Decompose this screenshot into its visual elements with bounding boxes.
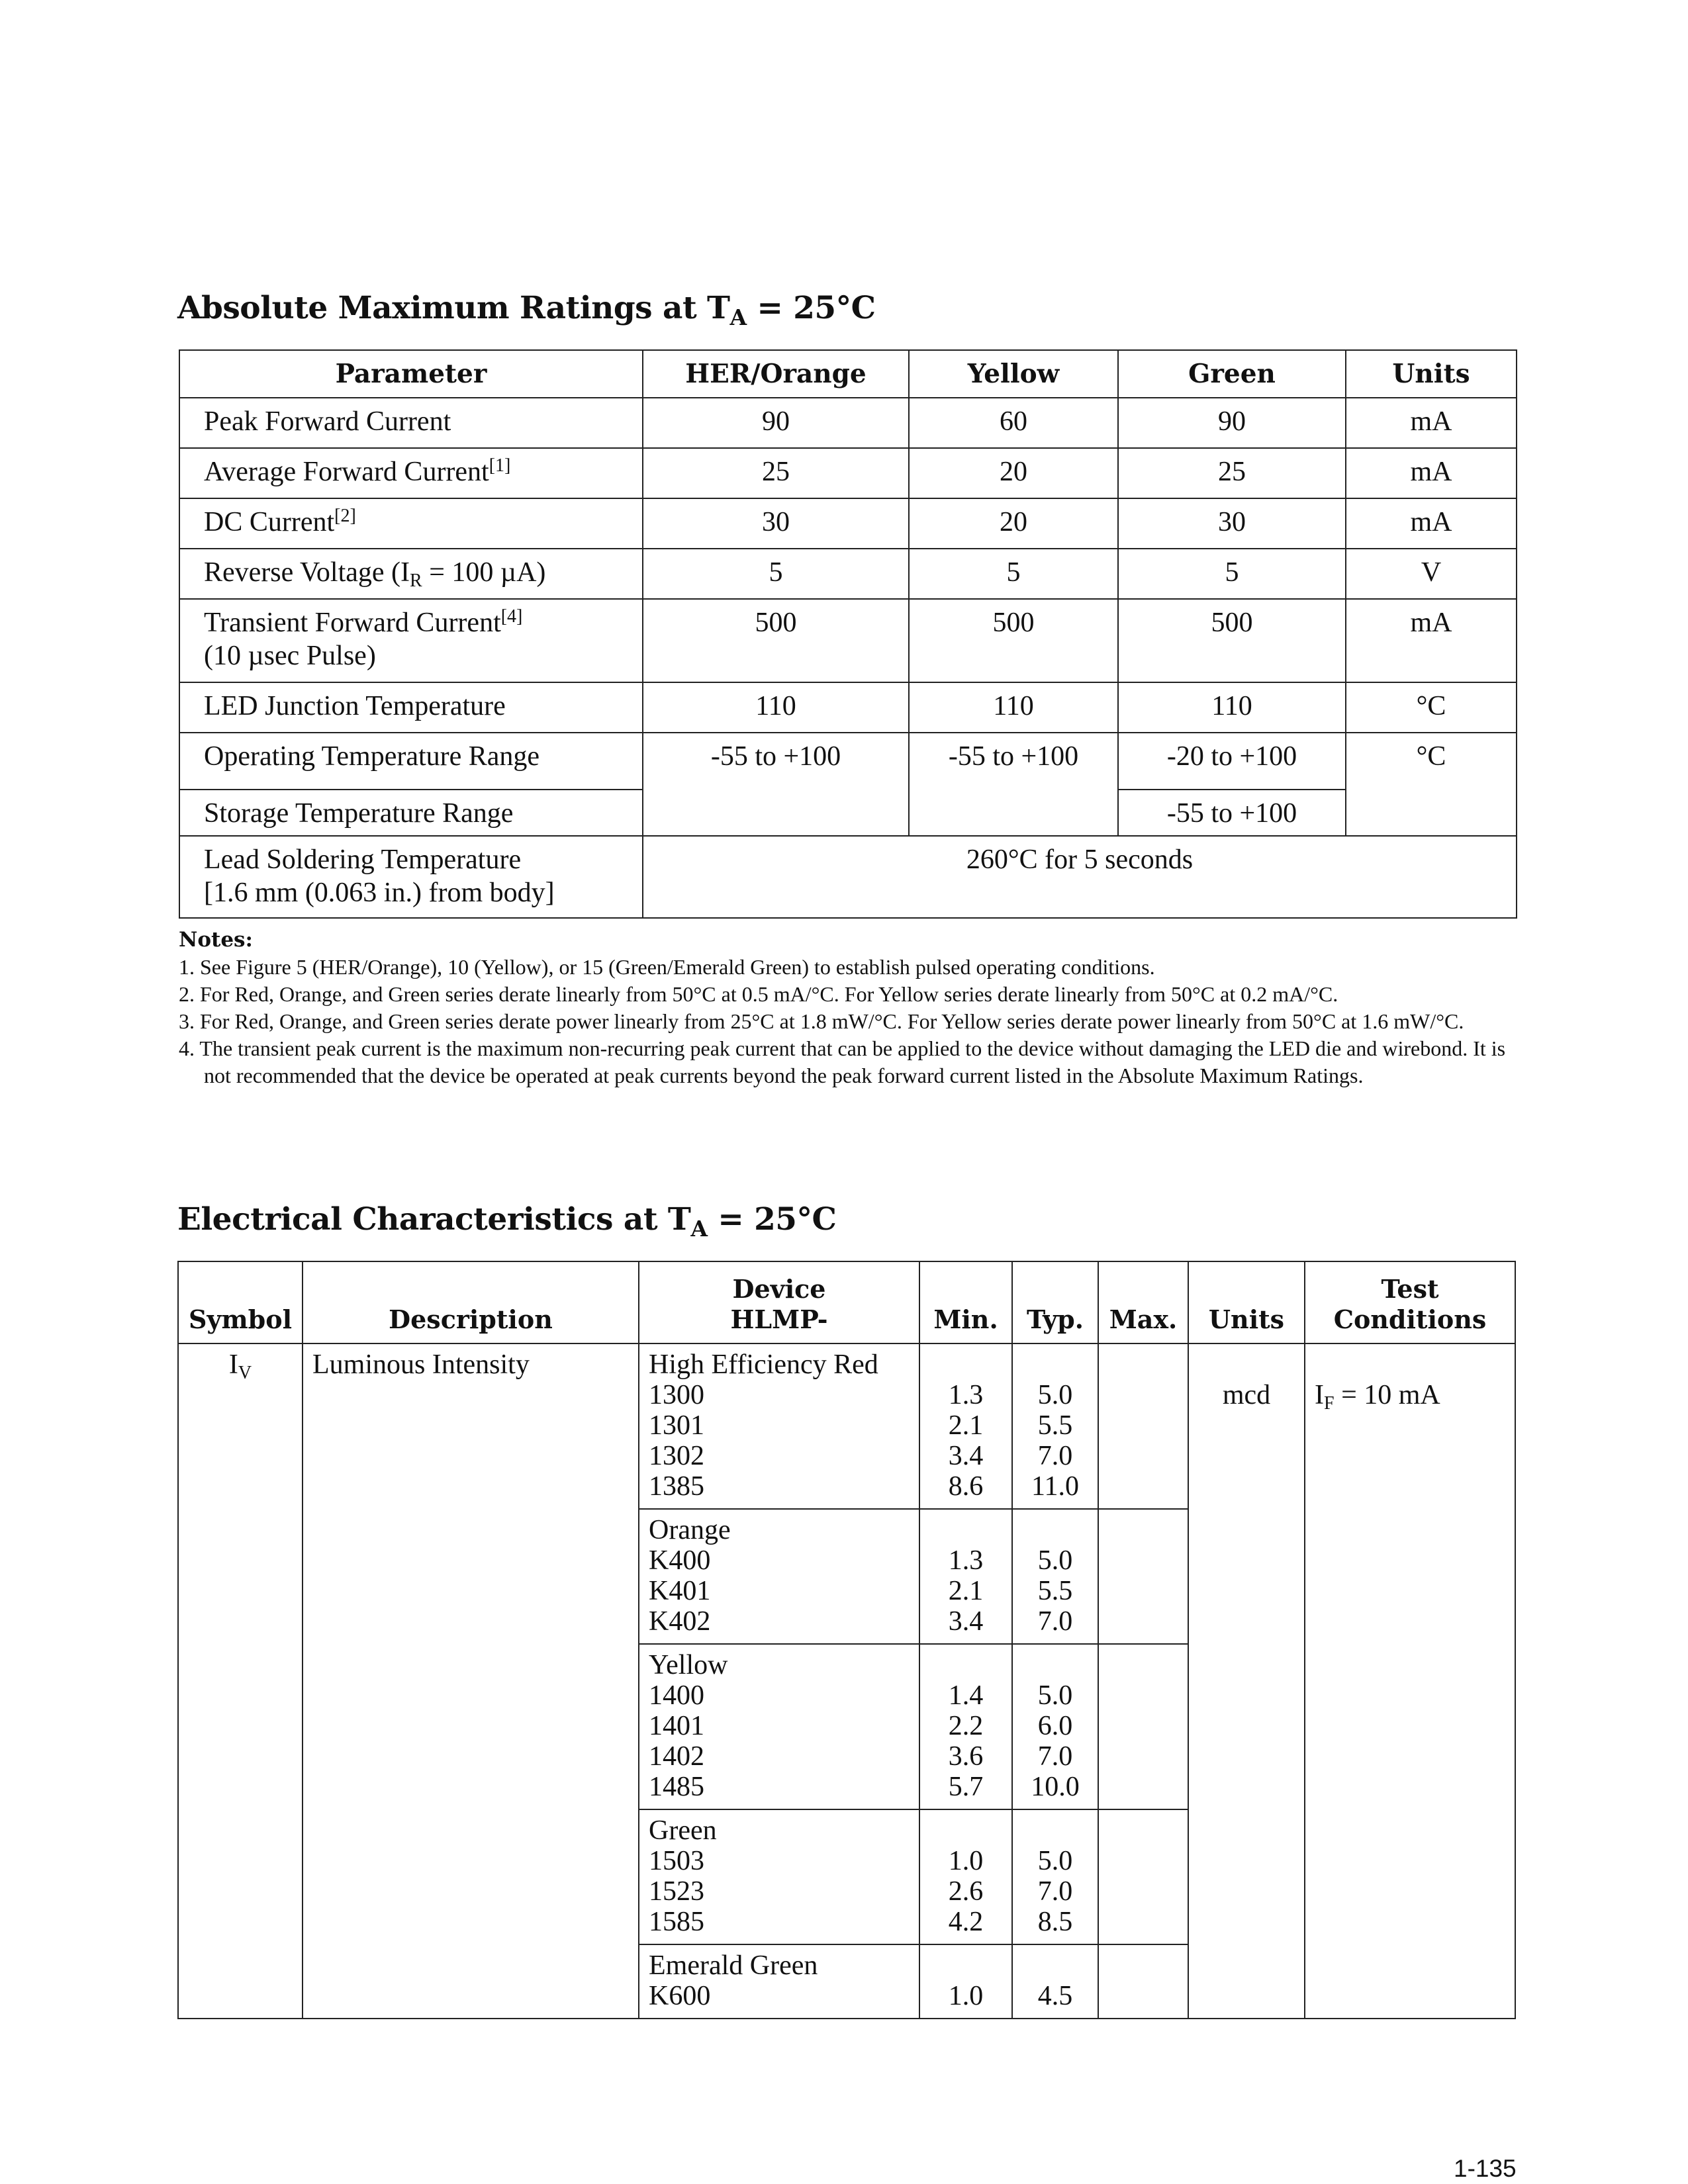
table-header-row: [179, 350, 1517, 398]
device-number: 1485: [649, 1772, 704, 1802]
min-value: 2.1: [948, 1410, 984, 1441]
typ-value: 7.0: [1037, 1441, 1073, 1471]
param-cell: Reverse Voltage ($I_R = 100$ µA): [179, 549, 643, 599]
typ-cell: [1012, 1509, 1098, 1644]
green-value: 500: [1118, 599, 1346, 682]
header-symbol: Symbol: [178, 1261, 303, 1343]
param-cell: Storage Temperature Range: [179, 790, 643, 836]
note-item: 2. For Red, Orange, and Green series derate linearly from 50°C at 0.5 mA/°C. For Yellow series derate linearly from 50°C at 0.2 mA/°C.: [179, 982, 1338, 1006]
yellow-value: 500: [909, 599, 1118, 682]
typ-value: 8.5: [1037, 1907, 1073, 1937]
device-number: 1300: [649, 1380, 704, 1410]
device-group-cell: [639, 1509, 919, 1644]
notes-heading: Notes:: [179, 928, 253, 952]
group-name: High Efficiency Red: [649, 1349, 878, 1380]
solder-value: 260°C for 5 seconds: [643, 836, 1517, 918]
header-min: Min.: [919, 1261, 1012, 1343]
note-item: 3. For Red, Orange, and Green series derate power linearly from 25°C at 1.8 mW/°C. For Yellow series derate power linearly from 50°C at 1.6 mW/°C.: [179, 1009, 1464, 1033]
typ-value: 5.5: [1037, 1576, 1073, 1606]
header-typ: Typ.: [1012, 1261, 1098, 1343]
typ-value: 11.0: [1031, 1471, 1079, 1502]
table-row: [179, 682, 1517, 733]
min-value: 2.1: [948, 1576, 984, 1606]
header-parameter: Parameter: [179, 350, 643, 398]
her-value: 500: [643, 599, 909, 682]
min-value: 2.6: [948, 1876, 984, 1907]
table-row: [178, 1343, 1515, 1509]
min-cell: [919, 1509, 1012, 1644]
param-cell: Transient Forward Current[4] (10 µsec Pulse): [179, 599, 643, 682]
device-number: 1400: [649, 1680, 704, 1711]
min-value: 8.6: [948, 1471, 984, 1502]
min-cell: [919, 1809, 1012, 1944]
min-value: 3.6: [948, 1741, 984, 1772]
min-value: 3.4: [948, 1606, 984, 1637]
yellow-value: 110: [909, 682, 1118, 733]
yellow-value: -55 to +100: [909, 733, 1118, 836]
table-row: [179, 498, 1517, 549]
min-value: 1.4: [948, 1680, 984, 1711]
device-number: K402: [649, 1606, 711, 1637]
min-cell: [919, 1644, 1012, 1809]
note-item: 1. See Figure 5 (HER/Orange), 10 (Yellow), or 15 (Green/Emerald Green) to establish pulsed operating conditions.: [179, 955, 1155, 979]
param-cell: DC Current[2]: [179, 498, 643, 549]
typ-value: 7.0: [1037, 1741, 1073, 1772]
header-test-conditions: Test Conditions: [1305, 1261, 1515, 1343]
min-value: 3.4: [948, 1441, 984, 1471]
header-device: Device HLMP-: [639, 1261, 919, 1343]
min-cell: [919, 1343, 1012, 1509]
max-cell: [1098, 1944, 1188, 2019]
typ-cell: [1012, 1944, 1098, 2019]
green-value: 5: [1118, 549, 1346, 599]
yellow-value: 20: [909, 448, 1118, 498]
units-value: °C: [1346, 733, 1517, 836]
device-number: 1385: [649, 1471, 704, 1502]
typ-value: 7.0: [1037, 1876, 1073, 1907]
table-row: [179, 733, 1517, 790]
green-value: 90: [1118, 398, 1346, 448]
units-value: °C: [1346, 682, 1517, 733]
table-row: [179, 836, 1517, 918]
param-cell: Average Forward Current[1]: [179, 448, 643, 498]
typ-value: 5.0: [1037, 1846, 1073, 1876]
device-number: 1401: [649, 1711, 704, 1741]
device-number: 1301: [649, 1410, 704, 1441]
group-name: Yellow: [649, 1650, 728, 1680]
header-yellow: Yellow: [909, 350, 1118, 398]
device-number: 1585: [649, 1907, 704, 1937]
device-number: K401: [649, 1576, 711, 1606]
her-value: 30: [643, 498, 909, 549]
notes-block: [179, 927, 1523, 1089]
description-cell: Luminous Intensity: [303, 1343, 639, 2019]
typ-value: 5.0: [1037, 1545, 1073, 1576]
device-number: 1503: [649, 1846, 704, 1876]
her-value: -55 to +100: [643, 733, 909, 836]
her-value: 25: [643, 448, 909, 498]
typ-value: 5.0: [1037, 1680, 1073, 1711]
typ-value: 10.0: [1031, 1772, 1080, 1802]
units-value: mA: [1346, 448, 1517, 498]
group-name: Green: [649, 1815, 717, 1846]
param-cell: LED Junction Temperature: [179, 682, 643, 733]
typ-value: 7.0: [1037, 1606, 1073, 1637]
units-value: mA: [1346, 599, 1517, 682]
ec-section-title: Electrical Characteristics at $T_A = 25^\circ C$: [177, 1201, 837, 1242]
device-number: 1302: [649, 1441, 704, 1471]
device-group-cell: [639, 1343, 919, 1509]
min-value: 5.7: [948, 1772, 984, 1802]
footnote-ref: [1]: [489, 455, 511, 476]
typ-value: 6.0: [1037, 1711, 1073, 1741]
device-number: 1523: [649, 1876, 704, 1907]
group-name: Emerald Green: [649, 1950, 818, 1981]
typ-value: 5.0: [1037, 1380, 1073, 1410]
her-value: 90: [643, 398, 909, 448]
green-value: -20 to +100: [1118, 733, 1346, 790]
max-cell: [1098, 1809, 1188, 1944]
group-name: Orange: [649, 1515, 731, 1545]
units-value: mA: [1346, 398, 1517, 448]
units-value: mA: [1346, 498, 1517, 549]
footnote-ref: [4]: [500, 606, 523, 627]
green-value: 110: [1118, 682, 1346, 733]
max-cell: [1098, 1343, 1188, 1509]
yellow-value: 60: [909, 398, 1118, 448]
amr-section-title: Absolute Maximum Ratings at $T_A = 25^\circ C$: [177, 290, 876, 330]
device-number: 1402: [649, 1741, 704, 1772]
min-value: 4.2: [948, 1907, 984, 1937]
typ-value: 5.5: [1037, 1410, 1073, 1441]
header-green: Green: [1118, 350, 1346, 398]
max-cell: [1098, 1644, 1188, 1809]
units-cell: mcd: [1188, 1343, 1305, 2019]
her-value: 110: [643, 682, 909, 733]
electrical-characteristics-table: [177, 1261, 1516, 2019]
header-max: Max.: [1098, 1261, 1188, 1343]
device-group-cell: [639, 1944, 919, 2019]
yellow-value: 20: [909, 498, 1118, 549]
table-row: [179, 398, 1517, 448]
units-value: V: [1346, 549, 1517, 599]
typ-cell: [1012, 1809, 1098, 1944]
absolute-maximum-ratings-table: [179, 349, 1517, 919]
header-units: Units: [1346, 350, 1517, 398]
green-value: 30: [1118, 498, 1346, 549]
typ-cell: [1012, 1343, 1098, 1509]
green-value: 25: [1118, 448, 1346, 498]
page-number: 1-135: [1454, 2155, 1517, 2182]
footnote-ref: [2]: [334, 506, 356, 526]
param-cell: Peak Forward Current: [179, 398, 643, 448]
yellow-value: 5: [909, 549, 1118, 599]
param-cell: Lead Soldering Temperature [1.6 mm (0.063 in.) from body]: [179, 836, 643, 918]
max-cell: [1098, 1509, 1188, 1644]
table-row: [179, 448, 1517, 498]
device-group-cell: [639, 1809, 919, 1944]
test-conditions-cell: $I_F = 10$ mA: [1305, 1343, 1515, 2019]
device-group-cell: [639, 1644, 919, 1809]
typ-value: 4.5: [1037, 1981, 1073, 2011]
typ-cell: [1012, 1644, 1098, 1809]
header-units: Units: [1188, 1261, 1305, 1343]
green-value: -55 to +100: [1118, 790, 1346, 836]
header-her-orange: HER/Orange: [643, 350, 909, 398]
symbol-cell: $I_V$: [178, 1343, 303, 2019]
min-value: 2.2: [948, 1711, 984, 1741]
her-value: 5: [643, 549, 909, 599]
min-value: 1.3: [948, 1380, 984, 1410]
note-item: 4. The transient peak current is the maximum non-recurring peak current that can be applied to the device without damaging the LED die and wirebond. It is not recommended that the device be operated at peak currents beyond the peak forward current listed in the Absolute Maximum Ratings.: [179, 1036, 1506, 1087]
min-cell: [919, 1944, 1012, 2019]
table-row: [179, 599, 1517, 682]
min-value: 1.0: [948, 1846, 984, 1876]
device-number: K600: [649, 1981, 711, 2011]
table-row: [179, 549, 1517, 599]
param-cell: Operating Temperature Range: [179, 733, 643, 790]
header-description: Description: [303, 1261, 639, 1343]
min-value: 1.3: [948, 1545, 984, 1576]
table-header-row: [178, 1261, 1515, 1343]
min-value: 1.0: [948, 1981, 984, 2011]
device-number: K400: [649, 1545, 711, 1576]
